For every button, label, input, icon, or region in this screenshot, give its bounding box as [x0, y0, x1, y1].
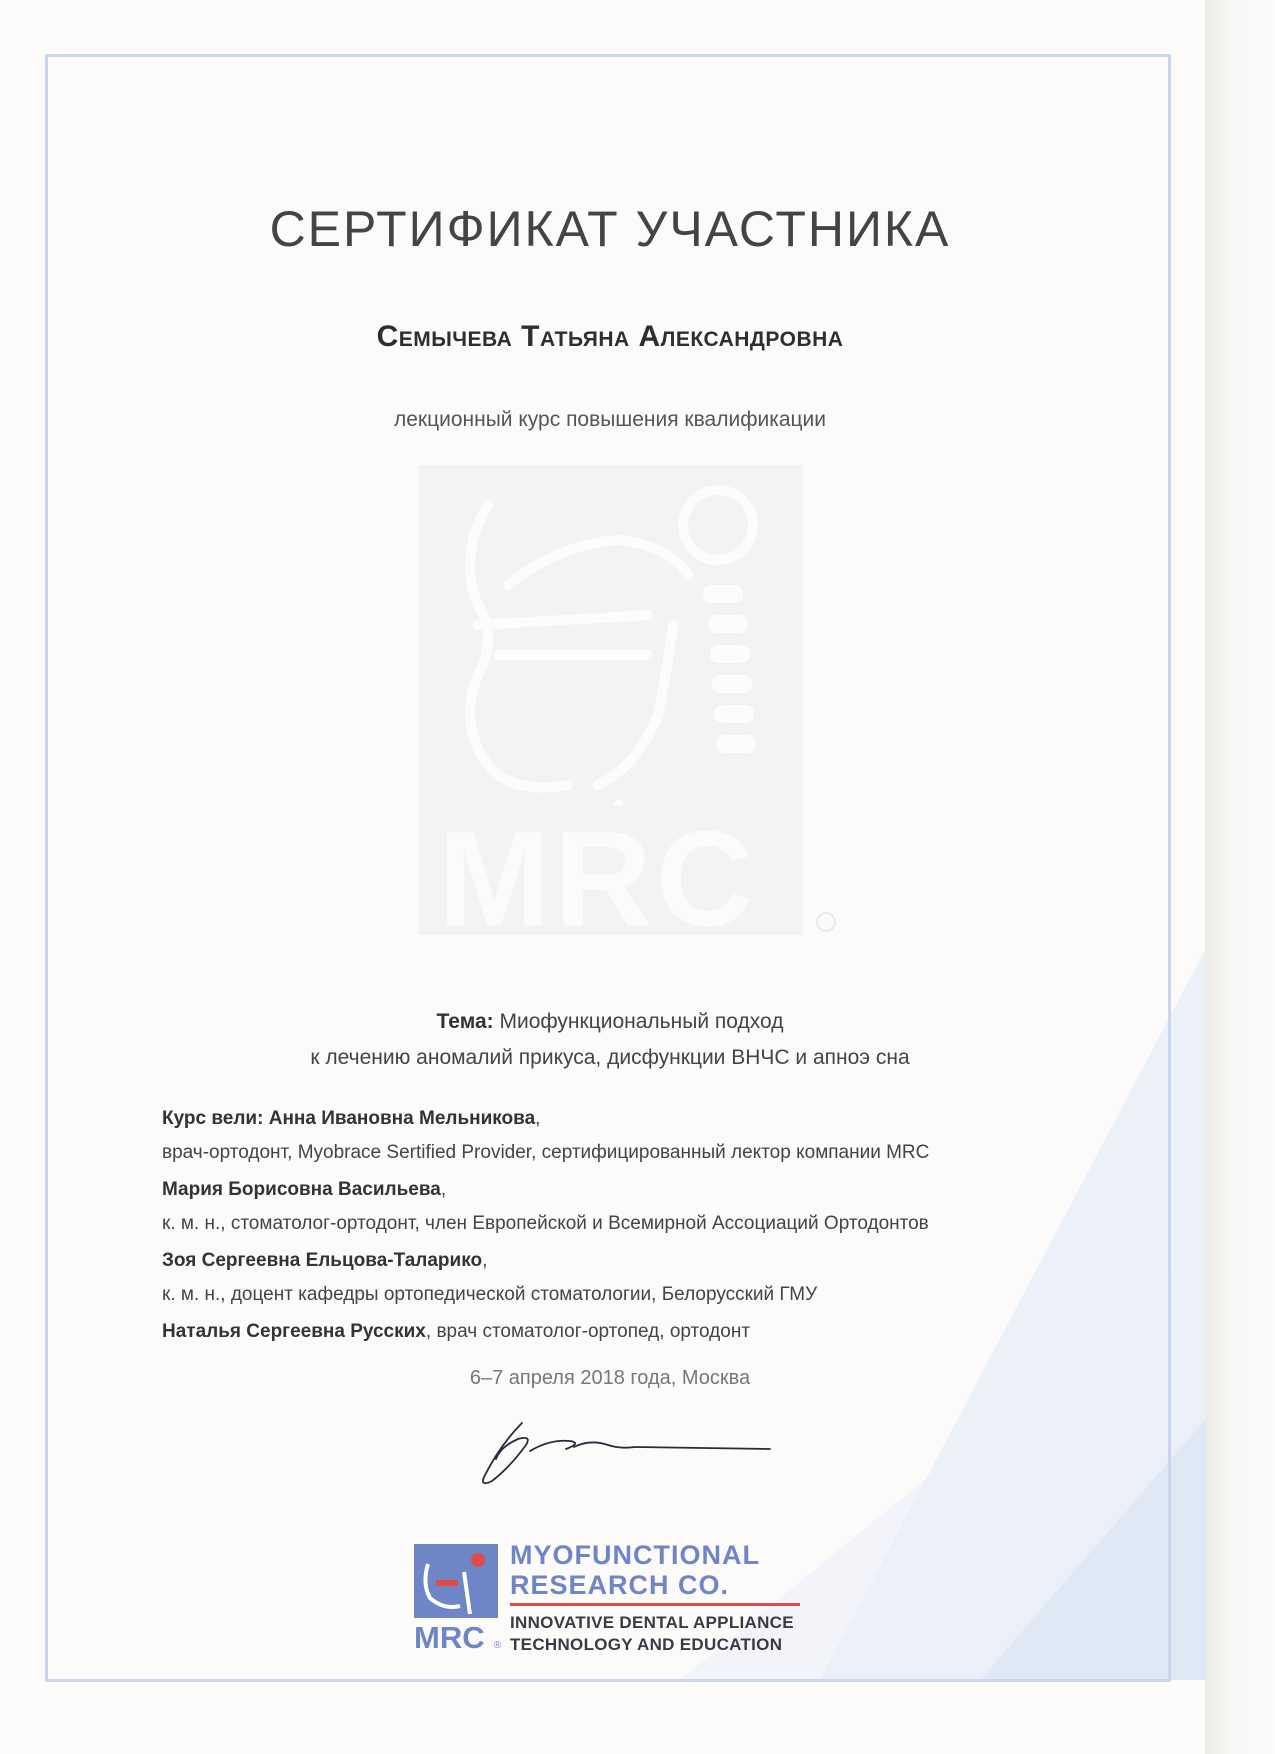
page-edge	[1205, 0, 1275, 1754]
mrc-company-logo	[414, 1540, 814, 1654]
logo-tagline-1: INNOVATIVE DENTAL APPLIANCE	[510, 1613, 794, 1632]
mrc-logo-mark-icon	[414, 1544, 506, 1650]
certificate-title: СЕРТИФИКАТ УЧАСТНИКА	[269, 201, 951, 257]
topic-line-1: Миофункциональный подход	[499, 1010, 784, 1033]
lecturer-2-role: к. м. н., стоматолог-ортодонт, член Европейской и Всемирной Ассоциаций Ортодонтов	[162, 1213, 929, 1234]
logo-registered-mark: ®	[494, 1640, 502, 1650]
date-place: 6–7 апреля 2018 года, Москва	[469, 1367, 751, 1389]
watermark-mrc-text: MRC	[438, 803, 758, 945]
logo-tagline-2: TECHNOLOGY AND EDUCATION	[510, 1635, 783, 1654]
signature-icon	[470, 1415, 780, 1495]
mrc-watermark-logo	[418, 465, 848, 945]
logo-brand-line-1: MYOFUNCTIONAL	[510, 1540, 760, 1570]
lecturer-4-name: Наталья Сергеевна Русских	[162, 1321, 426, 1342]
logo-brand-line-2: RESEARCH CO.	[510, 1570, 730, 1600]
lecturer-2-name: Мария Борисовна Васильева	[162, 1179, 441, 1200]
logo-red-rule	[510, 1603, 800, 1606]
lecturers-label: Курс вели:	[162, 1108, 264, 1129]
lecturers-block: Курс вели: Анна Ивановна Мельникова, врач-ортодонт, Myobrace Sertified Provider, сертифицированный лектор компании MRC Мария Борисовна Васильева, к. м. н., стоматолог-ортодонт, член Европейской и Всемирной Ассоциаций Ортодонтов Зоя Сергеевна Ельцова-Таларико, к. м. н., доцент кафедры ортопедической стоматологии, Белорусский ГМУ Наталья Сергеевна Русских, врач стоматолог-ортопед, ортодонт	[162, 1102, 1112, 1349]
lecturer-1-name: Анна Ивановна Мельникова	[268, 1108, 536, 1129]
lecturer-3-role: к. м. н., доцент кафедры ортопедической стоматологии, Белорусский ГМУ	[162, 1284, 818, 1305]
logo-mark-text: MRC	[414, 1620, 485, 1650]
course-type: лекционный курс повышения квалификации	[393, 408, 827, 431]
logo-text-block	[510, 1540, 800, 1656]
lecturer-3-name: Зоя Сергеевна Ельцова-Таларико	[162, 1250, 483, 1271]
topic-line-2: к лечению аномалий прикуса, дисфункции ВНЧС и апноэ сна	[310, 1046, 910, 1069]
recipient-name: Семычева Татьяна Александровна	[376, 320, 844, 353]
lecturer-4-role: врач стоматолог-ортопед, ортодонт	[436, 1321, 751, 1342]
topic-block	[0, 1004, 1220, 1076]
lecturer-1-role: врач-ортодонт, Myobrace Sertified Provider, сертифицированный лектор компании MRC	[162, 1142, 930, 1163]
topic-label: Тема:	[436, 1010, 494, 1033]
